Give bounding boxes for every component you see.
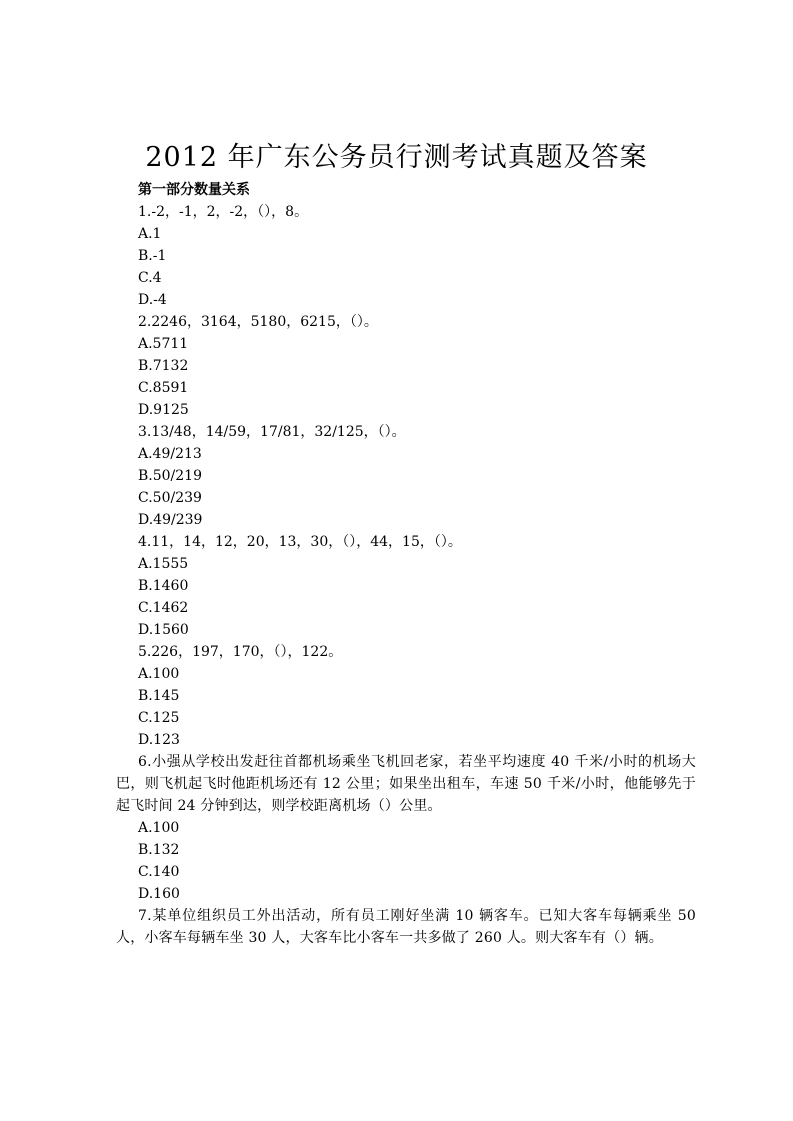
question-2-option-b: B.7132 [138, 358, 189, 374]
question-6-stem: 6.小强从学校出发赶往首都机场乘坐飞机回老家，若坐平均速度 40 千米/小时的机场大巴，则飞机起飞时他距机场还有 12 公里；如果坐出租车，车速 50 千米/小时，他能够先于起飞时间 24 分钟到达，则学校距离机场（）公里。 [116, 754, 696, 814]
section-title: 第一部分数量关系 [138, 182, 250, 198]
question-2-option-c: C.8591 [138, 380, 189, 396]
question-6-option-b: B.132 [138, 842, 180, 858]
question-5-stem: 5.226，197，170，（），122。 [138, 644, 343, 660]
question-2-option-d: D.9125 [138, 402, 189, 418]
question-4-stem: 4.11，14，12，20，13，30，（），44，15，（）。 [138, 534, 462, 550]
question-1-stem: 1.-2，-1，2，-2，（），8。 [138, 204, 309, 220]
question-6-option-d: D.160 [138, 886, 180, 902]
question-3-option-a: A.49/213 [138, 446, 202, 462]
question-3-option-d: D.49/239 [138, 512, 203, 528]
question-4-option-d: D.1560 [138, 622, 189, 638]
question-3-option-c: C.50/239 [138, 490, 202, 506]
question-6-option-c: C.140 [138, 864, 180, 880]
question-5-option-d: D.123 [138, 732, 180, 748]
question-list [116, 201, 696, 949]
question-6-option-a: A.100 [138, 820, 180, 836]
question-5-option-a: A.100 [138, 666, 180, 682]
question-7-stem: 7.某单位组织员工外出活动，所有员工刚好坐满 10 辆客车。已知大客车每辆乘坐 50 人，小客车每辆车坐 30 人，大客车比小客车一共多做了 260 人。则大客车有（）辆。 [116, 908, 696, 946]
question-2-stem: 2.2246，3164，5180，6215，（）。 [138, 314, 378, 330]
question-5-option-b: B.145 [138, 688, 180, 704]
question-1-option-c: C.4 [138, 270, 162, 286]
question-1-option-a: A.1 [138, 226, 162, 242]
question-4-option-a: A.1555 [138, 556, 189, 572]
document-title: 2012 年广东公务员行测考试真题及答案 [145, 142, 648, 173]
question-2-option-a: A.5711 [138, 336, 189, 352]
question-4-option-c: C.1462 [138, 600, 189, 616]
question-1-option-d: D.-4 [138, 292, 167, 308]
question-5-option-c: C.125 [138, 710, 180, 726]
question-3-option-b: B.50/219 [138, 468, 202, 484]
question-1-option-b: B.-1 [138, 248, 167, 264]
question-4-option-b: B.1460 [138, 578, 189, 594]
question-3-stem: 3.13/48，14/59，17/81，32/125，（）。 [138, 424, 406, 440]
